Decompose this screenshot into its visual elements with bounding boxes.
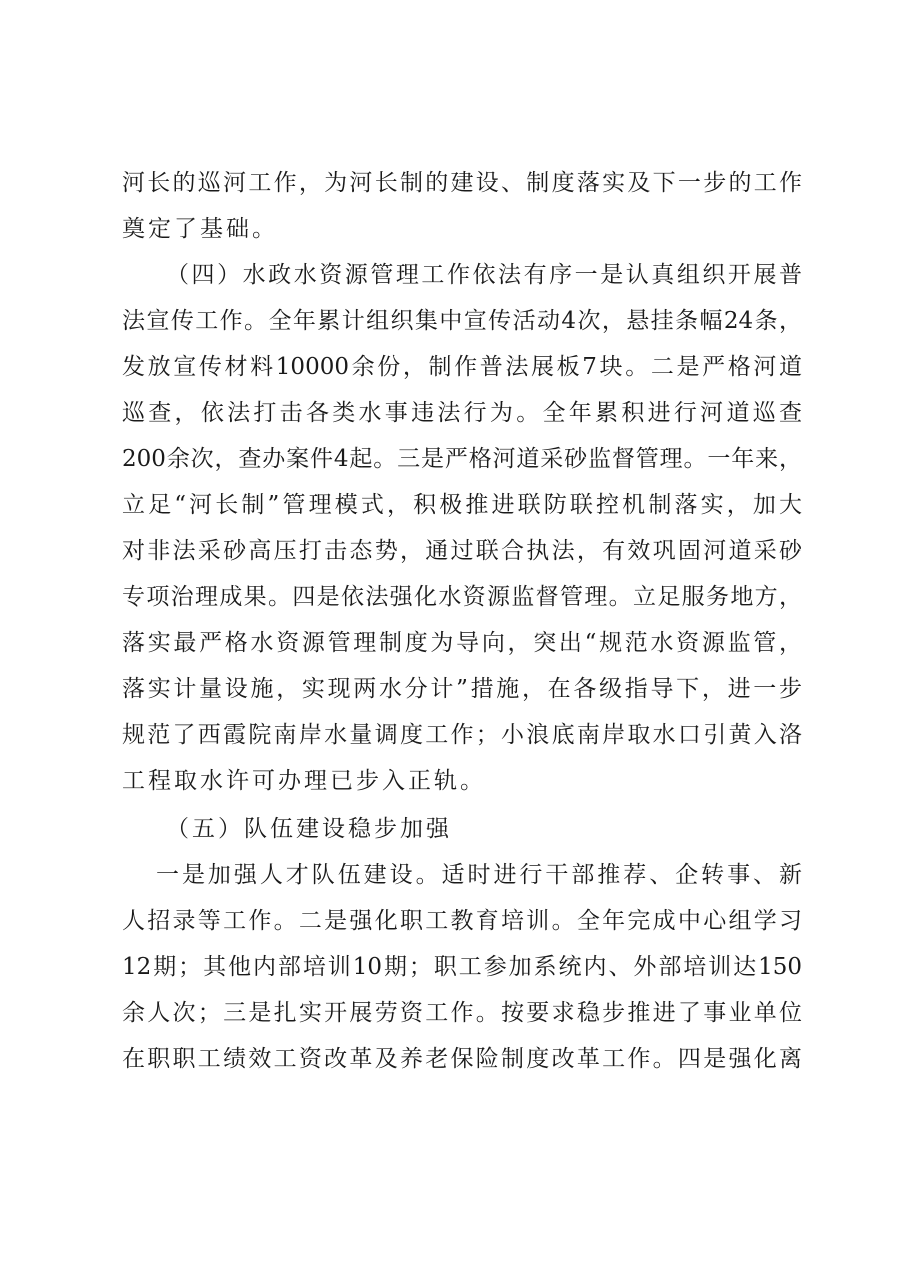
body-line: 200余次，查办案件4起。三是严格河道采砂监督管理。一年来， — [122, 446, 802, 472]
body-line: 专项治理成果。四是依法强化水资源监督管理。立足服务地方， — [122, 584, 802, 610]
body-line: 奠定了基础。 — [122, 216, 278, 242]
body-line: 法宣传工作。全年累计组织集中宣传活动4次，悬挂条幅24条， — [122, 308, 802, 334]
body-line: 12期；其他内部培训10期；职工参加系统内、外部培训达150 — [122, 954, 802, 980]
body-line: 余人次；三是扎实开展劳资工作。按要求稳步推进了事业单位 — [122, 1000, 802, 1026]
body-line: 对非法采砂高压打击态势，通过联合执法，有效巩固河道采砂 — [122, 538, 802, 564]
body-line: 立足“河长制”管理模式，积极推进联防联控机制落实，加大 — [122, 492, 802, 518]
body-line: 巡查，依法打击各类水事违法行为。全年累积进行河道巡查 — [122, 400, 802, 426]
body-line: 在职职工绩效工资改革及养老保险制度改革工作。四是强化离 — [122, 1046, 802, 1072]
body-line: 工程取水许可办理已步入正轨。 — [122, 768, 486, 794]
body-line: 河长的巡河工作，为河长制的建设、制度落实及下一步的工作 — [122, 170, 802, 196]
body-line: 人招录等工作。二是强化职工教育培训。全年完成中心组学习 — [122, 908, 802, 934]
document-body — [122, 160, 802, 1082]
section-heading-four-line: （四）水政水资源管理工作依法有序一是认真组织开展普 — [166, 262, 802, 288]
section-heading-five: （五）队伍建设稳步加强 — [166, 816, 452, 842]
body-line: 落实最严格水资源管理制度为导向，突出“规范水资源监管， — [122, 630, 802, 656]
body-line: 规范了西霞院南岸水量调度工作；小浪底南岸取水口引黄入洛 — [122, 722, 802, 748]
body-line: 落实计量设施，实现两水分计”措施，在各级指导下，进一步 — [122, 676, 802, 702]
body-line: 发放宣传材料10000余份，制作普法展板7块。二是严格河道 — [122, 354, 802, 380]
body-line: 一是加强人才队伍建设。适时进行干部推荐、企转事、新 — [156, 862, 802, 888]
